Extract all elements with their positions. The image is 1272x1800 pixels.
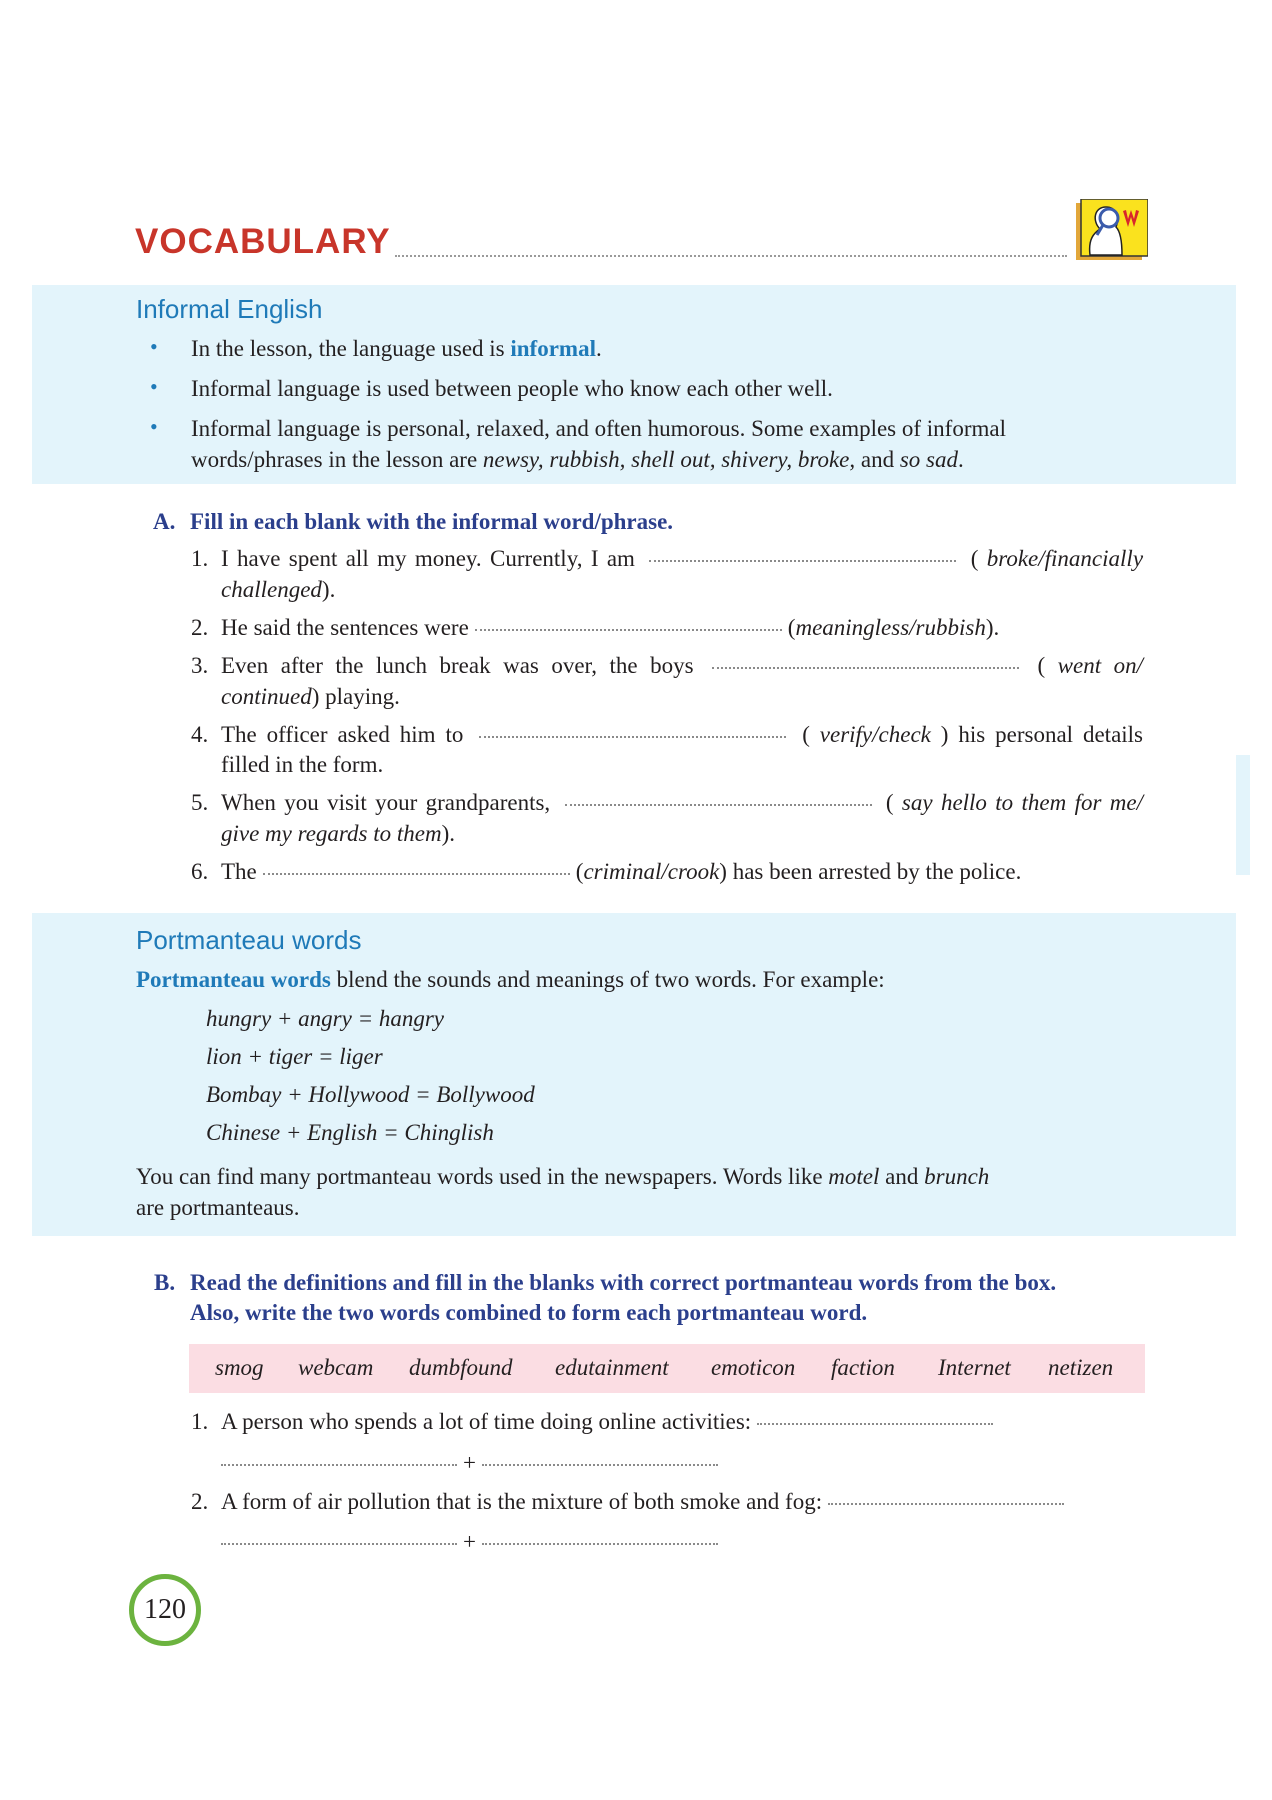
text-segment: A form of air pollution that is the mixture of both smoke and fog: (221, 1489, 823, 1514)
answer-blank[interactable] (565, 804, 872, 806)
item-number: 4. (191, 722, 209, 747)
text-segment: When you visit your grandparents, (221, 790, 551, 815)
item-number: 6. (191, 859, 209, 884)
example-item: Chinese + English = Chinglish (206, 1120, 494, 1145)
bullet-icon: • (150, 414, 158, 439)
text-segment: Even after the lunch break was over, the boys (221, 653, 694, 678)
exercise-item-line (221, 788, 1143, 818)
text-segment: Portmanteau words (136, 967, 331, 992)
answer-blank[interactable] (482, 1464, 718, 1466)
exercise-instruction: Fill in each blank with the informal word/phrase. (190, 509, 674, 534)
text-segment: . (595, 336, 602, 361)
item-number: 1. (191, 546, 209, 571)
bullet-text (191, 445, 964, 475)
text-segment: and (855, 447, 900, 472)
exercise-label: A. (153, 509, 176, 534)
exercise-item-line (221, 819, 455, 849)
word-option: edutainment (555, 1355, 669, 1380)
word-option: faction (831, 1355, 895, 1380)
text-segment: The officer asked him to (221, 722, 464, 747)
text-segment: brunch (924, 1164, 990, 1189)
text-segment: In the lesson, the language used is (191, 336, 511, 361)
text-segment: ). (985, 615, 1000, 640)
portmanteau-heading: Portmanteau words (136, 925, 362, 955)
text-segment: criminal/crook (583, 859, 720, 884)
answer-blank[interactable] (475, 629, 782, 631)
word-option: netizen (1048, 1355, 1114, 1380)
text-segment: blend the sounds and meanings of two words. For example: (330, 967, 885, 992)
text-segment: are portmanteaus. (136, 1195, 300, 1220)
text-segment: ) his personal details (940, 722, 1144, 747)
exercise-item-line (221, 1487, 1070, 1517)
title-divider (395, 255, 1067, 257)
text-segment: ). (321, 577, 336, 602)
item-number: 2. (191, 1489, 209, 1514)
word-option: webcam (298, 1355, 374, 1380)
item-number: 2. (191, 615, 209, 640)
exercise-item-line (215, 1448, 724, 1478)
item-number: 5. (191, 790, 209, 815)
text-segment: A person who spends a lot of time doing online activities: (221, 1409, 752, 1434)
text-segment: ( (970, 546, 979, 571)
bullet-text (191, 374, 833, 404)
text-segment: words/phrases in the lesson are (191, 447, 483, 472)
portmanteau-paragraph (136, 1162, 989, 1192)
text-segment: give my regards to them (221, 821, 442, 846)
text-segment: informal (510, 336, 596, 361)
text-segment: continued (221, 684, 312, 709)
item-number: 1. (191, 1409, 209, 1434)
answer-blank[interactable] (479, 736, 786, 738)
text-segment: ( (575, 859, 584, 884)
section-title: VOCABULARY (135, 222, 391, 261)
text-segment: + (463, 1529, 476, 1554)
exercise-item-line (215, 1527, 724, 1557)
text-segment: and (879, 1164, 925, 1189)
answer-blank[interactable] (828, 1503, 1064, 1505)
magnifier-character-icon (1076, 199, 1148, 260)
portmanteau-paragraph (136, 1193, 299, 1223)
exercise-item-line (221, 544, 1143, 574)
exercise-label: B. (154, 1270, 176, 1295)
item-number: 3. (191, 653, 209, 678)
text-segment: went on/ (1057, 653, 1143, 678)
bullet-text (191, 334, 602, 364)
informal-english-heading: Informal English (136, 294, 323, 324)
exercise-instruction: Read the definitions and fill in the blanks with correct portmanteau words from the box. (190, 1270, 1057, 1295)
word-option: smog (215, 1355, 264, 1380)
example-item: lion + tiger = liger (206, 1044, 383, 1069)
text-segment: + (463, 1450, 476, 1475)
text-segment: He said the sentences were (221, 615, 469, 640)
text-segment: The (221, 859, 257, 884)
text-segment: meaningless/rubbish (795, 615, 986, 640)
exercise-instruction: Also, write the two words combined to form each portmanteau word. (190, 1300, 868, 1325)
page-number: 120 (129, 1574, 201, 1646)
exercise-item-line (221, 857, 1021, 887)
text-segment: ) has been arrested by the police. (719, 859, 1022, 884)
text-segment: ( (1037, 653, 1046, 678)
example-item: Bombay + Hollywood = Bollywood (206, 1082, 535, 1107)
text-segment: challenged (221, 577, 322, 602)
answer-blank[interactable] (712, 667, 1019, 669)
text-segment: newsy, rubbish, shell out, shivery, broke, (482, 447, 856, 472)
bullet-icon: • (150, 334, 158, 359)
word-option: emoticon (711, 1355, 796, 1380)
answer-blank[interactable] (263, 873, 570, 875)
answer-blank[interactable] (221, 1464, 457, 1466)
text-segment: broke/financially (986, 546, 1144, 571)
text-segment: motel (828, 1164, 880, 1189)
text-segment: ( (802, 722, 810, 747)
text-segment: . (958, 447, 964, 472)
text-segment: I have spent all my money. Currently, I am (221, 546, 635, 571)
page-edge-tab (1236, 755, 1250, 875)
text-segment: Informal language is personal, relaxed, and often humorous. Some examples of informal (191, 416, 1006, 441)
exercise-item-line (221, 1407, 999, 1437)
exercise-item-line (221, 682, 400, 712)
text-segment: ( (787, 615, 796, 640)
bullet-icon: • (150, 374, 158, 399)
exercise-item-line (221, 750, 383, 780)
answer-blank[interactable] (757, 1423, 993, 1425)
answer-blank[interactable] (221, 1543, 457, 1545)
text-segment: ) playing. (311, 684, 400, 709)
text-segment: so sad (899, 447, 959, 472)
answer-blank[interactable] (649, 560, 956, 562)
exercise-item-line (221, 575, 335, 605)
exercise-item-line (221, 720, 1143, 750)
exercise-item-line (221, 613, 999, 643)
word-option: dumbfound (409, 1355, 513, 1380)
bullet-text (191, 414, 1006, 444)
text-segment: ( (885, 790, 894, 815)
exercise-item-line (221, 651, 1143, 681)
word-option: Internet (938, 1355, 1011, 1380)
example-item: hungry + angry = hangry (206, 1006, 445, 1031)
text-segment: verify/check (819, 722, 931, 747)
text-segment: say hello to them for me/ (901, 790, 1144, 815)
portmanteau-intro (136, 965, 885, 995)
text-segment: filled in the form. (221, 752, 384, 777)
text-segment: Informal language is used between people who know each other well. (191, 376, 833, 401)
answer-blank[interactable] (482, 1543, 718, 1545)
text-segment: ). (441, 821, 455, 846)
text-segment: You can find many portmanteau words used in the newspapers. Words like (136, 1164, 829, 1189)
